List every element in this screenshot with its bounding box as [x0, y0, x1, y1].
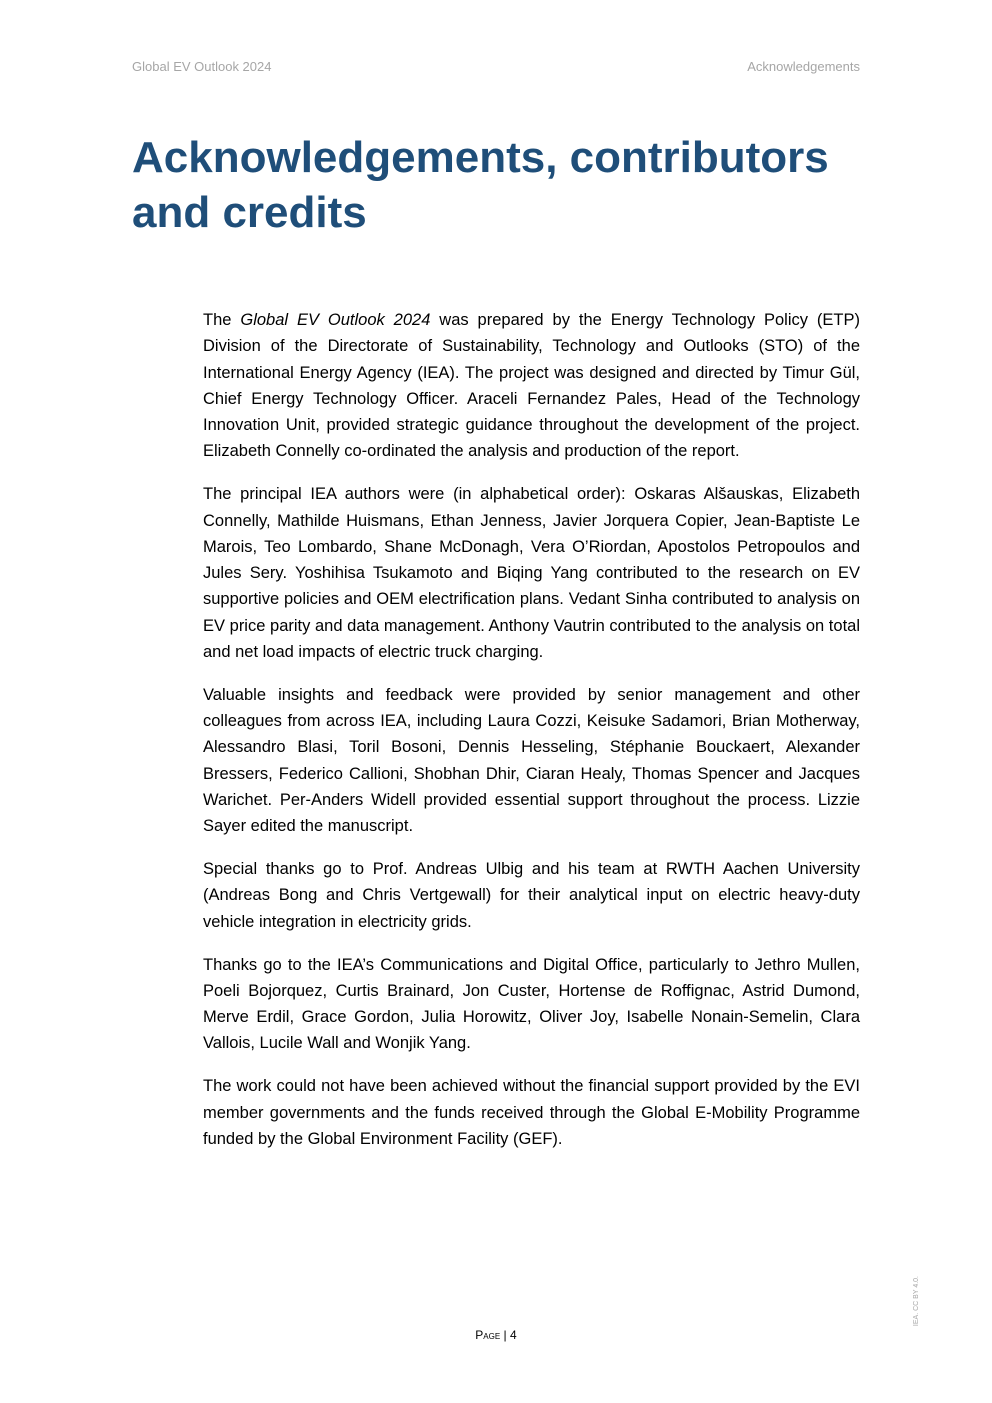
paragraph-authors: The principal IEA authors were (in alphabetical order): Oskaras Alšauskas, Elizabeth Connelly, Mathilde Huismans, Ethan Jenness, Javier Jorquera Copier, Jean-Baptiste Le Marois, Teo Lombardo, Shane McDonagh, Vera O’Riordan, Apostolos Petropoulos and Jules Sery. Yoshihisa Tsukamoto and Biqing Yang contributed to the research on EV supportive policies and OEM electrification plans. Vedant Sinha contributed to analysis on EV price parity and data management. Anthony Vautrin contributed to the analysis on total and net load impacts of electric truck charging.	[203, 485, 860, 662]
report-title-italic: Global EV Outlook 2024	[240, 311, 431, 329]
page-number: 4	[510, 1328, 517, 1342]
page-label: Page	[475, 1328, 501, 1342]
paragraph-preparation-prefix: The	[203, 311, 241, 329]
header-document-title: Global EV Outlook 2024	[132, 59, 272, 74]
paragraph-preparation-rest: was prepared by the Energy Technology Policy (ETP) Division of the Directorate of Sustainability, Technology and Outlooks (STO) of the International Energy Agency (IEA). The project was designed and directed by Timur Gül, Chief Energy Technology Officer. Araceli Fernandez Pales, Head of the Technology Innovation Unit, provided strategic guidance throughout the development of the project. Elizabeth Connelly co-ordinated the analysis and production of the report.	[203, 311, 861, 461]
paragraph-feedback: Valuable insights and feedback were provided by senior management and other colleagues from across IEA, including Laura Cozzi, Keisuke Sadamori, Brian Motherway, Alessandro Blasi, Toril Bosoni, Dennis Hesseling, Stéphanie Bouckaert, Alexander Bressers, Federico Callioni, Shobhan Dhir, Ciaran Healy, Thomas Spencer and Jacques Warichet. Per-Anders Widell provided essential support throughout the process. Lizzie Sayer edited the manuscript.	[203, 685, 860, 836]
body-text	[203, 307, 860, 1169]
paragraph-communications: Thanks go to the IEA’s Communications and Digital Office, particularly to Jethro Mullen, Poeli Bojorquez, Curtis Brainard, Jon Custer, Hortense de Roffignac, Astrid Dumond, Merve Erdil, Grace Gordon, Julia Horowitz, Oliver Joy, Isabelle Nonain-Semelin, Clara Vallois, Lucile Wall and Wonjik Yang.	[203, 955, 860, 1053]
page-separator: |	[500, 1328, 510, 1342]
paragraph-funding: The work could not have been achieved without the financial support provided by the EVI member governments and the funds received through the Global E-Mobility Programme funded by the Global Environment Facility (GEF).	[203, 1077, 860, 1148]
page-footer	[0, 1327, 992, 1343]
paragraph-preparation	[203, 307, 860, 465]
paragraph-special-thanks: Special thanks go to Prof. Andreas Ulbig and his team at RWTH Aachen University (Andreas Bong and Chris Vertgewall) for their analytical input on electric heavy-duty vehicle integration in electricity grids.	[203, 860, 860, 931]
page-title	[132, 130, 892, 240]
page-title-line-1: Acknowledgements, contributors	[132, 133, 829, 182]
license-notice: IEA. CC BY 4.0.	[913, 1276, 920, 1327]
header-section-name: Acknowledgements	[747, 59, 860, 74]
page-title-line-2: and credits	[132, 188, 367, 237]
